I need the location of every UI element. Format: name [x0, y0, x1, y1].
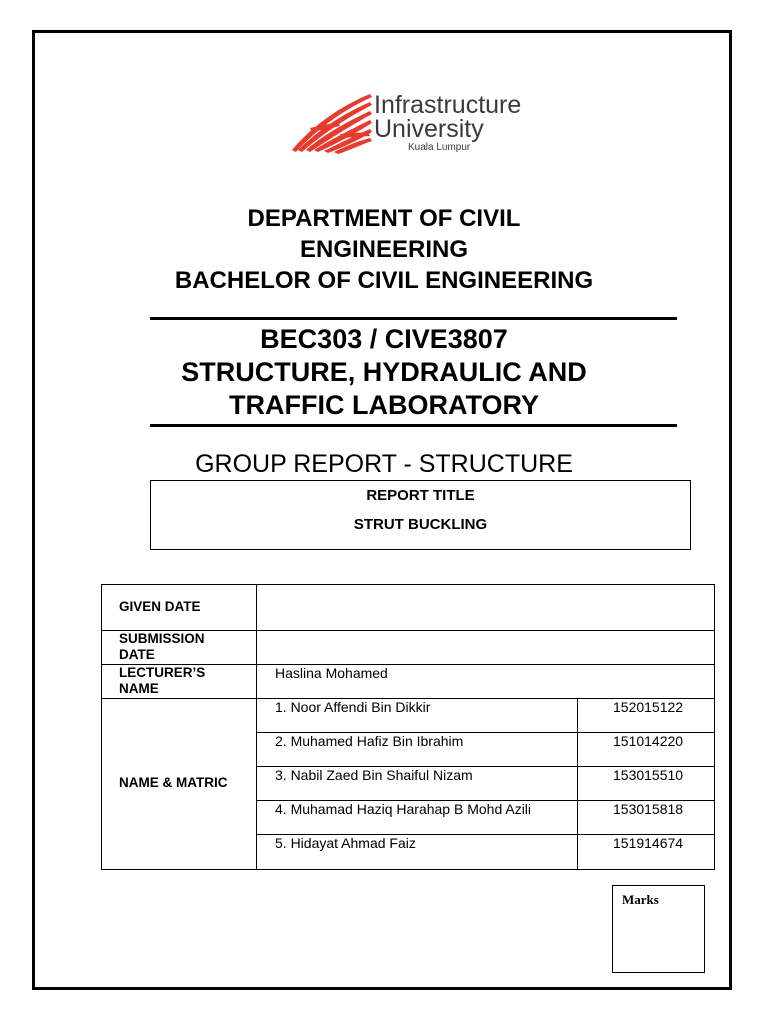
table-line	[577, 698, 578, 870]
course-code: BEC303 / CIVE3807	[260, 324, 508, 354]
submission-date-label-1: SUBMISSION	[119, 631, 205, 646]
table-line	[101, 584, 102, 870]
course-title-line1: STRUCTURE, HYDRAULIC AND	[181, 357, 587, 387]
table-line	[101, 869, 715, 870]
member-name: 1. Noor Affendi Bin Dikkir	[275, 699, 431, 715]
member-matric: 153015510	[613, 767, 684, 783]
lecturer-label-1: LECTURER’S	[119, 665, 206, 680]
marks-box	[612, 885, 705, 973]
programme-heading: BACHELOR OF CIVIL ENGINEERING	[174, 267, 594, 294]
member-matric: 151914674	[613, 835, 684, 851]
submission-date-label-2: DATE	[119, 647, 155, 662]
member-matric: 151014220	[613, 733, 684, 749]
member-name: 3. Nabil Zaed Bin Shaiful Nizam	[275, 767, 473, 783]
given-date-label: GIVEN DATE	[119, 599, 201, 614]
marks-label: Marks	[622, 892, 659, 907]
department-heading-line2: ENGINEERING	[299, 236, 469, 263]
member-name: 2. Muhamed Hafiz Bin Ibrahim	[275, 733, 464, 749]
table-line	[714, 584, 715, 870]
table-line	[101, 584, 715, 585]
department-heading-line1: DEPARTMENT OF CIVIL	[247, 205, 521, 232]
logo-text-infrastructure: Infrastructure	[374, 91, 522, 119]
logo-text-location: Kuala Lumpur	[408, 142, 471, 153]
group-report-heading: GROUP REPORT - STRUCTURE	[195, 450, 573, 478]
course-title-line2: TRAFFIC LABORATORY	[229, 390, 539, 420]
member-matric: 153015818	[613, 801, 684, 817]
member-name: 4. Muhamad Haziq Harahap B Mohd Azili	[275, 801, 532, 817]
logo-text-university: University	[374, 115, 484, 143]
member-name: 5. Hidayat Ahmad Faiz	[275, 835, 416, 851]
member-matric: 152015122	[613, 699, 684, 715]
lecturer-name: Haslina Mohamed	[275, 665, 388, 681]
lecturer-label-2: NAME	[119, 681, 159, 696]
name-matric-label: NAME & MATRIC	[119, 775, 228, 790]
table-line	[256, 584, 257, 870]
report-title-value: STRUT BUCKLING	[353, 516, 488, 533]
report-title-label: REPORT TITLE	[366, 487, 475, 504]
